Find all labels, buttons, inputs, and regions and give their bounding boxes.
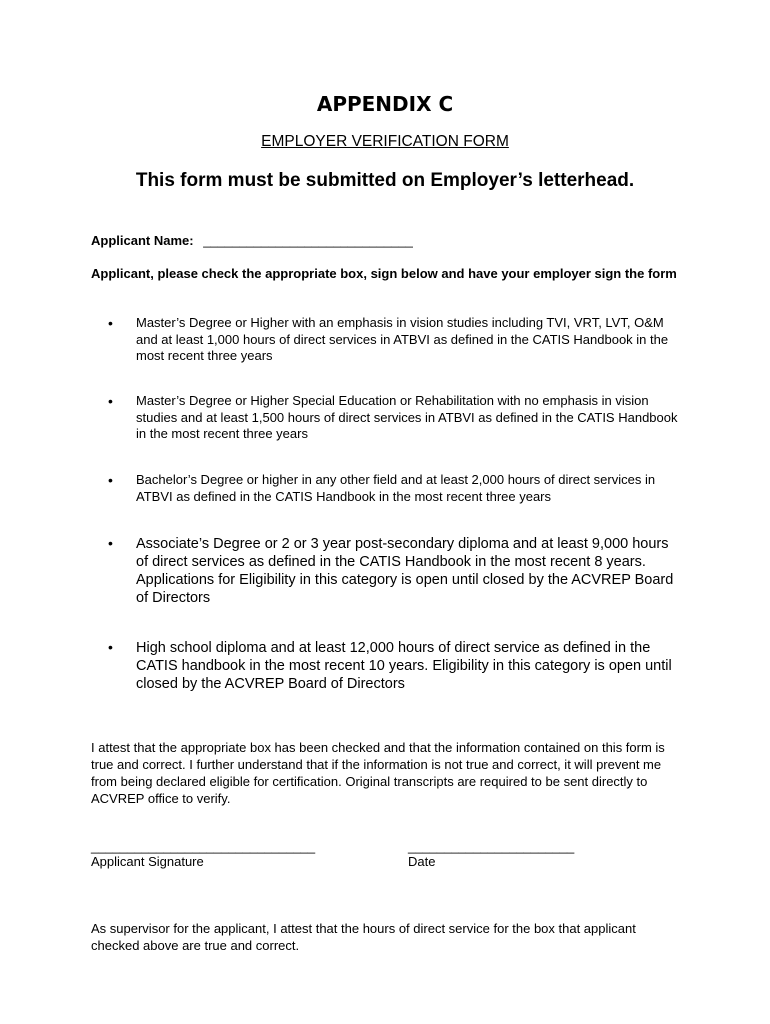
letterhead-notice: This form must be submitted on Employer’s letterhead. <box>135 170 635 191</box>
attestation-text: I attest that the appropriate box has been checked and that the information contained on this form is true and correct. I further understand that if the information is not true and correct, it will prevent me from being declared eligible for certification. Original transcripts are required to be sent directly to ACVREP office to verify. <box>91 740 665 806</box>
bullet-icon: • <box>108 472 113 488</box>
option-text: Master’s Degree or Higher Special Education or Rehabilitation with no emphasis in vision studies and at least 1,500 hours of direct services in ATBVI as defined in the CATIS Handbook in the most recent three years <box>136 393 678 441</box>
applicant-name-row <box>91 233 413 248</box>
applicant-signature-label: Applicant Signature <box>91 854 204 869</box>
option-text: High school diploma and at least 12,000 hours of direct service as defined in the CATIS handbook in the most recent 10 years. Eligibility in this category is open until closed by the ACVREP Board of Directors <box>136 640 672 692</box>
supervisor-attestation: As supervisor for the applicant, I attest that the hours of direct service for the box that applicant checked above are true and correct. <box>91 921 636 953</box>
option-text: Bachelor’s Degree or higher in any other field and at least 2,000 hours of direct services in ATBVI as defined in the CATIS Handbook in the most recent three years <box>136 472 656 504</box>
option-text: Master’s Degree or Higher with an emphasis in vision studies including TVI, VRT, LVT, O&M and at least 1,000 hours of direct services in ATBVI as defined in the CATIS Handbook in the most recent three years <box>136 315 669 363</box>
applicant-name-label: Applicant Name: <box>91 233 194 248</box>
page-title: APPENDIX C <box>316 92 454 116</box>
date-label: Date <box>408 854 436 869</box>
form-subtitle: EMPLOYER VERIFICATION FORM <box>261 133 509 150</box>
option-text: Associate’s Degree or 2 or 3 year post-secondary diploma and at least 9,000 hours of direct services as defined in the CATIS Handbook in the most recent 8 years. Applications for Eligibility in this category is open until closed by the ACVREP Board of Directors <box>136 536 674 606</box>
bullet-icon: • <box>108 315 113 331</box>
bullet-icon: • <box>108 639 113 655</box>
bullet-icon: • <box>108 535 113 551</box>
applicant-signature-line[interactable]: _______________________________ <box>91 839 316 854</box>
bullet-icon: • <box>108 393 113 409</box>
instruction-text: Applicant, please check the appropriate box, sign below and have your employer sign the form <box>91 266 677 281</box>
date-line[interactable]: _______________________ <box>408 839 575 854</box>
applicant-name-blank[interactable]: _____________________________ <box>203 233 413 248</box>
